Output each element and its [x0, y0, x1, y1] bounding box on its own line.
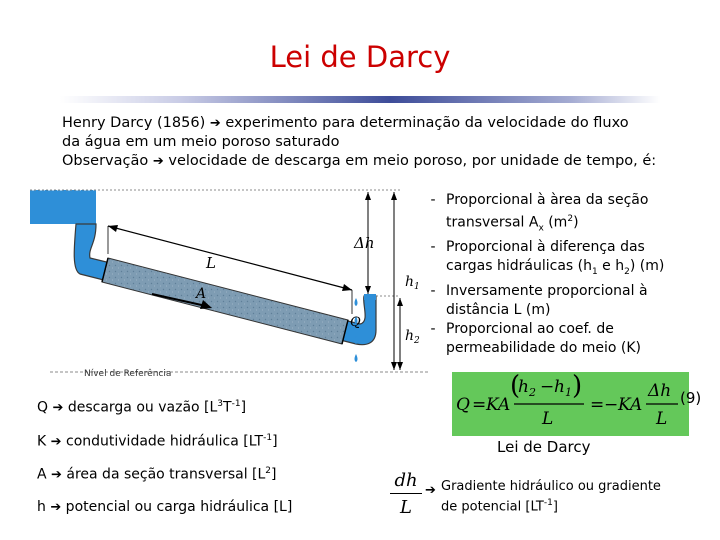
right-arrow-icon: ➔	[50, 434, 62, 450]
intro-line-1: Henry Darcy (1856) ➔ experimento para determinação da velocidade do fluxo	[62, 115, 629, 131]
definition-a: A ➔ área da seção transversal $[L^2]$	[37, 466, 277, 483]
definition-h: h ➔ potencial ou carga hidráulica [L]	[37, 499, 293, 515]
svg-text:Δh: Δh	[648, 381, 672, 401]
intro-line-3: Observação ➔ velocidade de descarga em meio poroso, por unidade de tempo, é:	[62, 153, 657, 169]
list-item: - Proporcional ao coef. de permeabilidade do meio (K)	[430, 321, 641, 357]
h2-label: $h_2$	[405, 328, 420, 346]
title-divider	[60, 96, 660, 103]
svg-text:KA: KA	[618, 395, 643, 415]
intro-line-2: da água em um meio poroso saturado	[62, 134, 340, 150]
darcy-equation-box	[452, 372, 689, 436]
svg-text:KA: KA	[486, 395, 511, 415]
soil-sample	[102, 258, 348, 344]
list-item: - Proporcional à diferença das cargas hidráulicas ($h_1$ e $h_2$) (m)	[430, 239, 665, 278]
definition-k: K ➔ condutividade hidráulica $[LT^{-1}]$	[37, 433, 278, 450]
list-item: - Inversamente proporcional à distância L (m)	[430, 283, 648, 319]
slide-title: Lei de Darcy	[269, 40, 451, 74]
reference-level-label: Nível de Referência	[84, 369, 172, 379]
svg-text:): )	[572, 372, 583, 401]
intro-text	[62, 114, 682, 171]
equation-name: Lei de Darcy	[497, 438, 591, 456]
svg-text:Q: Q	[456, 395, 470, 415]
h1-label: $h_1$	[405, 274, 420, 292]
svg-text:L: L	[656, 409, 668, 429]
delta-h-label: Δh	[354, 234, 375, 252]
q-label: Q	[350, 315, 361, 330]
svg-text:=: =	[472, 395, 487, 415]
right-arrow-icon: ➔	[52, 400, 64, 416]
right-arrow-icon: ➔	[51, 467, 62, 483]
svg-text:=: =	[590, 395, 605, 415]
svg-text:h2: $h_2$	[518, 377, 536, 399]
darcy-apparatus-diagram	[30, 186, 430, 386]
right-arrow-icon: ➔	[209, 116, 221, 131]
gradient-fraction: $\frac{dh}{L}$	[390, 470, 422, 518]
area-label: A	[196, 286, 207, 302]
right-arrow-icon: ➔	[152, 154, 164, 169]
proportionality-list	[420, 191, 710, 358]
gradient-description: Gradiente hidráulico ou gradiente de potencial $[LT^{-1}]$	[441, 479, 661, 515]
svg-text:(: (	[510, 372, 521, 401]
list-item: - Proporcional à àrea da seção transversal $A_x$ $(m^2)$	[430, 192, 649, 234]
equation-number: (9)	[680, 389, 702, 407]
svg-text:L: L	[542, 409, 554, 429]
length-label: L	[206, 254, 216, 272]
right-arrow-icon: ➔	[425, 483, 436, 498]
left-reservoir	[30, 190, 96, 224]
svg-text:−: −	[540, 377, 555, 397]
water-drop	[355, 298, 358, 306]
right-arrow-icon: ➔	[50, 500, 62, 515]
right-outlet	[364, 294, 376, 300]
svg-text:−: −	[604, 395, 619, 415]
water-drop	[355, 354, 358, 362]
svg-text:h1: $h_1$	[554, 377, 572, 399]
darcy-equation	[452, 372, 689, 436]
definition-q: Q ➔ descarga ou vazão $[L^3T^{-1}]$	[37, 399, 247, 416]
